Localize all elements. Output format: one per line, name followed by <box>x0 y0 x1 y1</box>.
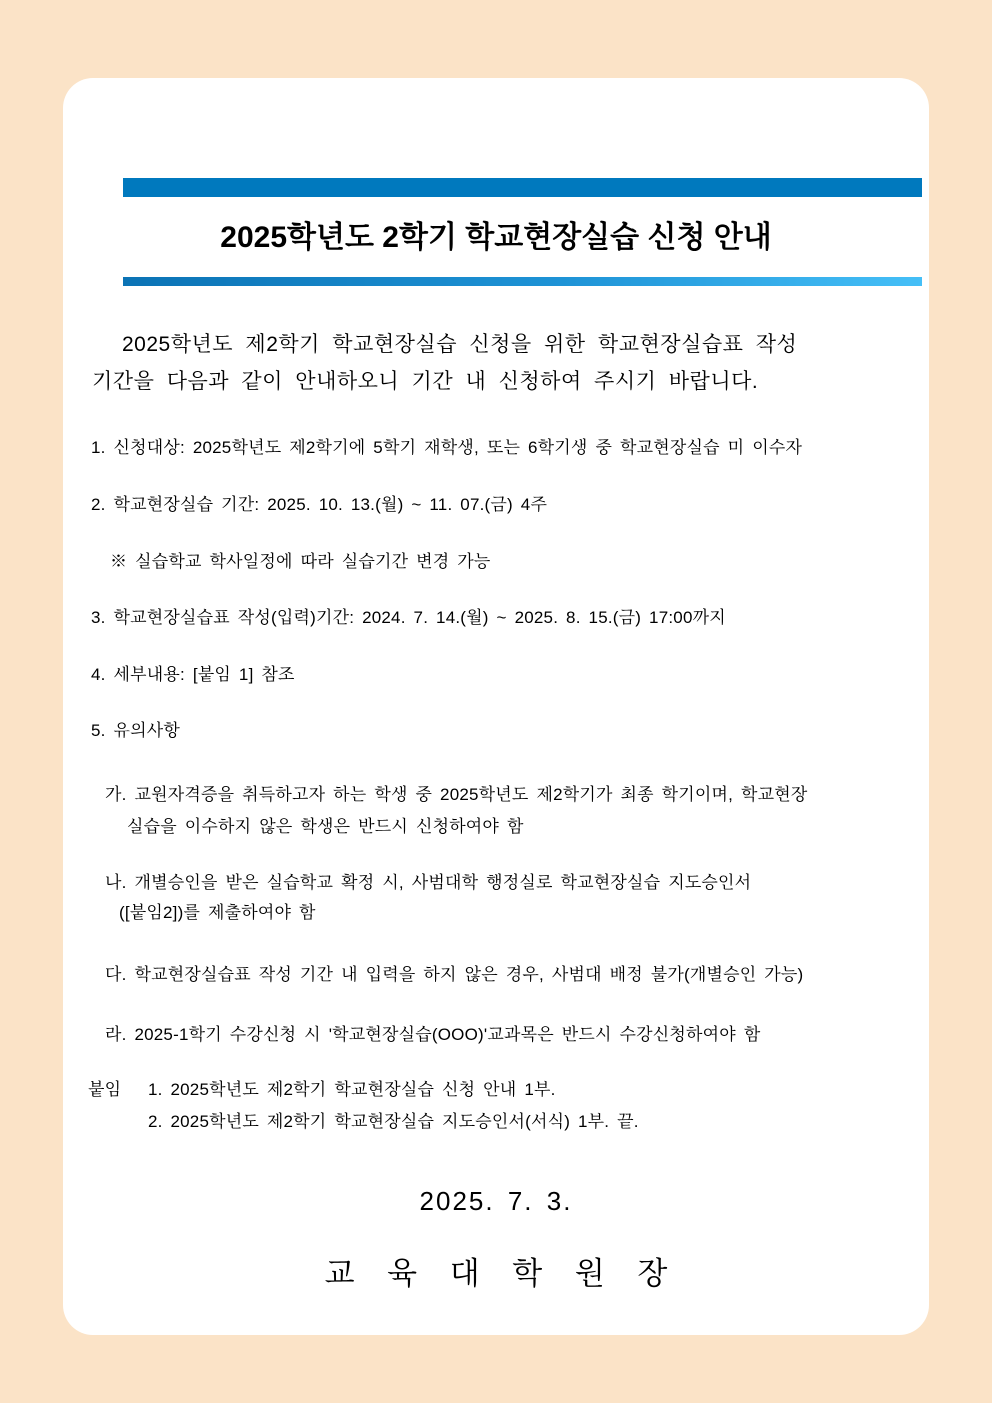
list-item-1: 1. 신청대상: 2025학년도 제2학기에 5학기 재학생, 또는 6학기생 중 학교현장실습 미 이수자 <box>91 438 803 457</box>
sub-item-na-line-2: ([붙임2])를 제출하여야 함 <box>119 903 316 922</box>
list-item-3: 3. 학교현장실습표 작성(입력)기간: 2024. 7. 14.(월) ~ 2025. 8. 15.(금) 17:00까지 <box>91 608 726 627</box>
header-bar-solid <box>123 178 922 197</box>
list-item-2-note: ※ 실습학교 학사일정에 따라 실습기간 변경 가능 <box>110 552 491 571</box>
sub-item-ga-line-1: 가. 교원자격증을 취득하고자 하는 학생 중 2025학년도 제2학기가 최종 학기이며, 학교현장 <box>105 785 808 804</box>
attachment-label: 붙임 <box>88 1080 122 1099</box>
intro-paragraph-line-1: 2025학년도 제2학기 학교현장실습 신청을 위한 학교현장실습표 작성 <box>122 333 798 356</box>
header-bar-gradient <box>123 277 922 286</box>
sub-item-ra: 라. 2025-1학기 수강신청 시 '학교현장실습(OOO)'교과목은 반드시 수강신청하여야 함 <box>105 1025 761 1044</box>
sub-item-na-line-1: 나. 개별승인을 받은 실습학교 확정 시, 사범대학 행정실로 학교현장실습 지도승인서 <box>105 873 752 892</box>
sub-item-da: 다. 학교현장실습표 작성 기간 내 입력을 하지 않은 경우, 사범대 배정 불가(개별승인 가능) <box>105 965 804 984</box>
page-title: 2025학년도 2학기 학교현장실습 신청 안내 <box>220 221 772 254</box>
list-item-5: 5. 유의사항 <box>91 721 180 740</box>
attachment-item-1: 1. 2025학년도 제2학기 학교현장실습 신청 안내 1부. <box>148 1080 556 1099</box>
list-item-2: 2. 학교현장실습 기간: 2025. 10. 13.(월) ~ 11. 07.(금) 4주 <box>91 495 548 514</box>
list-item-4: 4. 세부내용: [붙임 1] 참조 <box>91 665 295 684</box>
attachment-item-2: 2. 2025학년도 제2학기 학교현장실습 지도승인서(서식) 1부. 끝. <box>148 1112 639 1131</box>
document-card <box>63 78 929 1335</box>
signature-dean-of-graduate-school-of-education: 교 육 대 학 원 장 <box>324 1256 673 1291</box>
document-date: 2025. 7. 3. <box>419 1186 573 1216</box>
sub-item-ga-line-2: 실습을 이수하지 않은 학생은 반드시 신청하여야 함 <box>127 817 524 836</box>
intro-paragraph-line-2: 기간을 다음과 같이 안내하오니 기간 내 신청하여 주시기 바랍니다. <box>92 370 759 393</box>
